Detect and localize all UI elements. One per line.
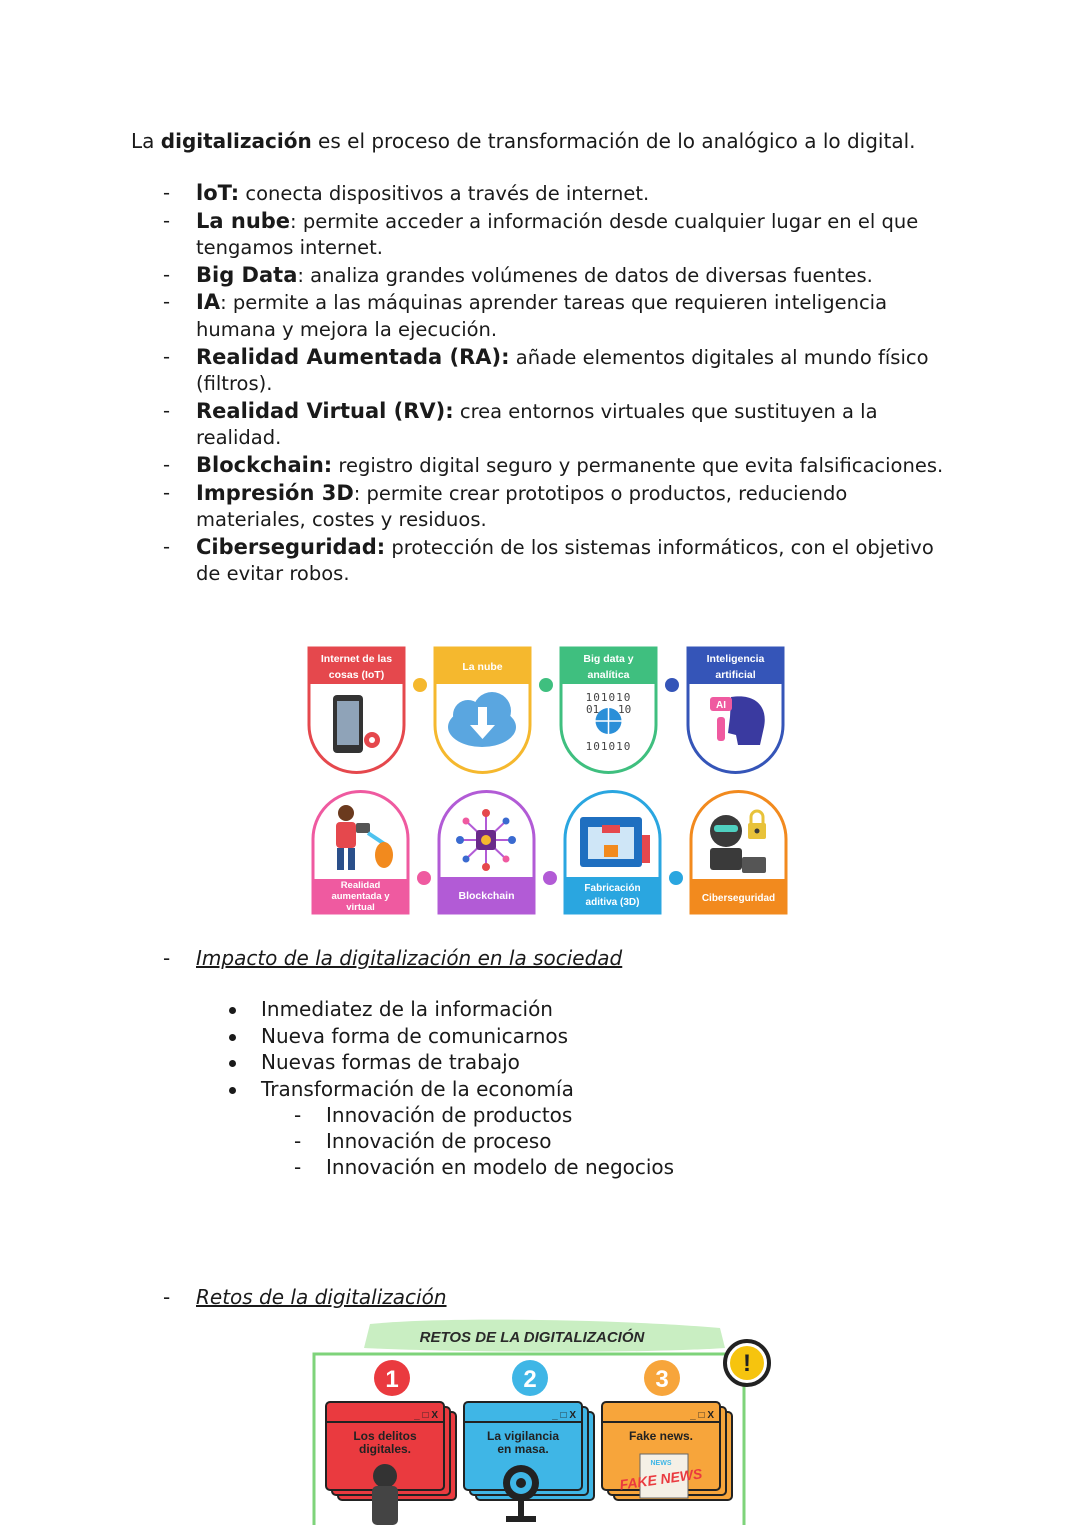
thief-icon [373, 1464, 397, 1488]
impact-item: Transformación de la economía [226, 1076, 826, 1103]
connector-dot [539, 678, 553, 692]
warning-icon [725, 1341, 769, 1385]
connector-dot [543, 871, 557, 885]
svg-text:1: 1 [385, 1366, 399, 1393]
definition-item: - Realidad Virtual (RV): crea entornos virtuales que sustituyen a la realidad. [163, 398, 878, 450]
svg-text:_ □ X: _ □ X [690, 1410, 714, 1421]
svg-text:aumentada y: aumentada y [331, 891, 390, 902]
svg-text:2: 2 [523, 1366, 537, 1393]
chip-network-icon [456, 809, 516, 871]
retos-banner-title: RETOS DE LA DIGITALIZACIÓN [419, 1329, 645, 1346]
economy-sublist [292, 1102, 792, 1180]
definition-item: - Realidad Aumentada (RA): añade elementos digitales al mundo físico (filtros). [163, 344, 929, 396]
economy-subitem: - Innovación de proceso [294, 1129, 552, 1153]
definition-item: - La nube: permite acceder a información desde cualquier lugar en el que tengamos internet. [163, 208, 919, 260]
badge-iot [309, 648, 404, 773]
svg-text:La nube: La nube [462, 661, 503, 673]
badge-ai [688, 648, 783, 773]
svg-text:AI: AI [716, 700, 726, 711]
impact-list [226, 996, 826, 1103]
svg-text:Blockchain: Blockchain [458, 890, 515, 902]
svg-text:analítica: analítica [587, 669, 630, 681]
badge-cybersecurity [691, 792, 786, 914]
connector-dot [413, 678, 427, 692]
svg-text:Realidad: Realidad [340, 880, 381, 891]
svg-text:FAKE NEWS: FAKE NEWS [618, 1465, 704, 1493]
technologies-infographic [306, 645, 822, 925]
person-icon [338, 805, 354, 821]
impact-item: Nueva forma de comunicarnos [226, 1023, 826, 1050]
connector-dot [417, 871, 431, 885]
svg-text:Internet de las: Internet de las [320, 653, 393, 665]
definitions-list [160, 180, 950, 588]
retos-heading-title: Retos de la digitalización [196, 1285, 447, 1309]
svg-text:101010: 101010 [585, 740, 632, 753]
connector-dot [669, 871, 683, 885]
svg-text:digitales.: digitales. [358, 1442, 412, 1456]
svg-text:cosas (IoT): cosas (IoT) [328, 669, 385, 681]
badge-3d-printing [565, 792, 660, 914]
svg-text:Ciberseguridad: Ciberseguridad [701, 893, 776, 904]
svg-text:virtual: virtual [346, 902, 375, 913]
connector-dot [665, 678, 679, 692]
intro-term: digitalización [160, 129, 312, 153]
svg-text:_ □ X: _ □ X [552, 1410, 576, 1421]
definition-item: - Blockchain: registro digital seguro y permanente que evita falsificaciones. [163, 452, 944, 477]
svg-text:01: 01 [586, 703, 600, 716]
definition-item: - Big Data: analiza grandes volúmenes de datos de diversas fuentes. [163, 262, 873, 287]
badge-cloud [435, 648, 530, 773]
impact-item: Nuevas formas de trabajo [226, 1049, 826, 1076]
definition-item: - Ciberseguridad: protección de los sistemas informáticos, con el objetivo de evitar robos. [163, 534, 934, 586]
retos-infographic [300, 1318, 780, 1525]
impact-heading-title: Impacto de la digitalización en la sociedad [196, 946, 623, 970]
svg-text:aditiva (3D): aditiva (3D) [585, 897, 640, 908]
3d-printer-icon [580, 817, 650, 867]
svg-text:Big data y: Big data y [583, 653, 634, 665]
svg-text:Fake news.: Fake news. [628, 1429, 694, 1443]
definition-item: - IA: permite a las máquinas aprender tareas que requieren inteligencia humana y mejora la ejecución. [163, 290, 888, 341]
economy-subitem: - Innovación de productos [294, 1103, 573, 1127]
definition-item: - Impresión 3D: permite crear prototipos o productos, reduciendo materiales, costes y residuos. [163, 480, 848, 532]
svg-text:_ □ X: _ □ X [414, 1410, 438, 1421]
badge-blockchain [439, 792, 534, 914]
svg-text:Los delitos: Los delitos [353, 1429, 417, 1443]
svg-text:101010: 101010 [585, 691, 632, 704]
badge-big-data [561, 648, 656, 773]
definition-item: - loT: conecta dispositivos a través de internet. [163, 181, 650, 205]
svg-text:en masa.: en masa. [497, 1442, 549, 1456]
svg-text:Fabricación: Fabricación [584, 883, 641, 894]
svg-text:La vigilancia: La vigilancia [486, 1429, 560, 1443]
svg-text:3: 3 [655, 1366, 669, 1393]
document-page: La digitalización es el proceso de transformación de lo analógico a lo digital. - loT: conecta dispositivos a través de internet. - La nube: permite acceder a información desde cualquier lugar en el que tengamos internet. - Big Data: analiza grandes volúmenes de datos de diversas fuentes. - IA: permite a las máquinas aprender tareas que requieren inteligencia humana y mejora la ejecución. - Realidad Aumentada (RA): añade elementos digitales al mundo físico (filtros). - Realidad Virtual (RV): crea entornos virtuales que sustituyen a la realidad. - Blockchain: registro digital seguro y permanente que evita falsificaciones. - Impresión 3D: permite crear prototipos o productos, reduciendo materiales, costes y residuos. - Ciberseguridad: protección de los sistemas informáticos, con el objetivo de evitar robos. Internet de las cosas (IoT) La nube Big data y analítica 101010 01 10 101010 Inteligencia artificial AI Realidad aumentada y virtual Blockchain Fabricación aditiva (3D) Ciberseguridad - Impacto de la digitalización en la sociedad Inmediatez de la información Nueva forma de comunicarnos Nuevas formas de trabajo Transformación de la economía - Innovación de productos - Innovación de proceso - Innovación en modelo de negocios - Retos de la digitalización RETOS DE LA DIGITALIZACIÓN ! 1 _ □ X Los delitos digitales. 2 _ □ X La vigilancia en masa. 3 _ □ X Fake news. NEWS FAKE NEWS [0, 0, 1080, 1525]
badge-ar-vr [313, 792, 408, 914]
svg-text:NEWS: NEWS [650, 1460, 672, 1467]
svg-text:Inteligencia: Inteligencia [706, 653, 765, 665]
svg-text:10: 10 [618, 703, 632, 716]
svg-text:artificial: artificial [715, 669, 756, 681]
economy-subitem: - Innovación en modelo de negocios [294, 1155, 675, 1179]
svg-text:!: ! [743, 1350, 751, 1377]
impact-item: Inmediatez de la información [226, 996, 826, 1023]
intro-paragraph: La digitalización es el proceso de transformación de lo analógico a lo digital. [131, 129, 916, 153]
